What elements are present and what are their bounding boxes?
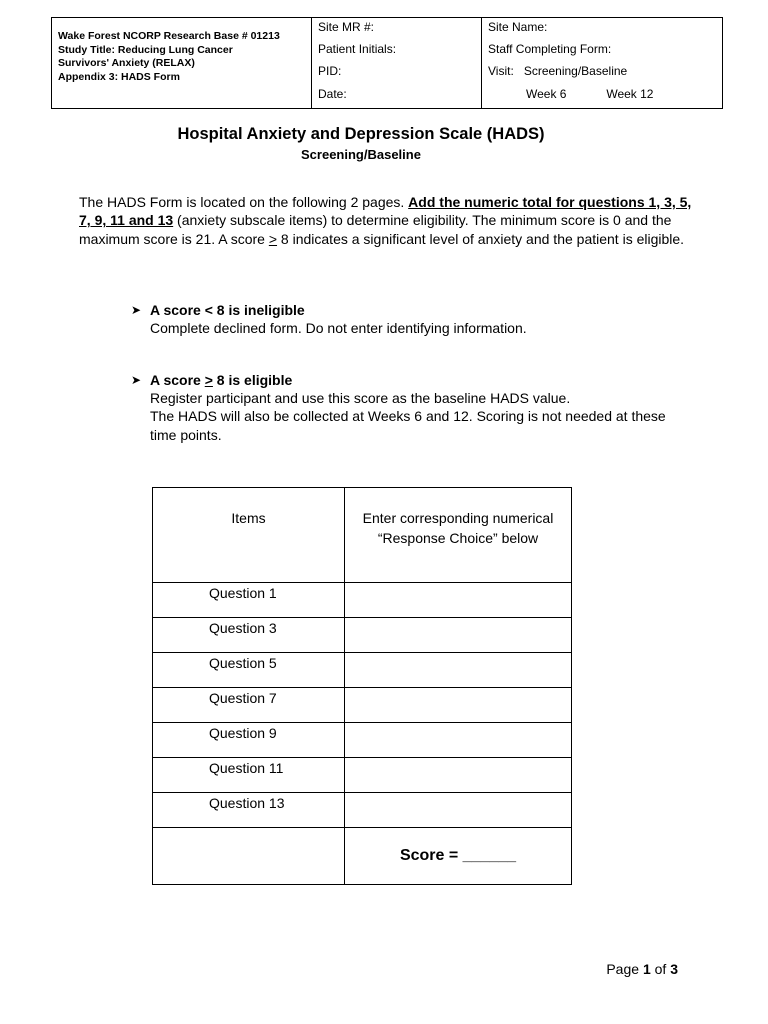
staff-field: Staff Completing Form: xyxy=(488,42,612,57)
appendix-line: Appendix 3: HADS Form xyxy=(58,70,180,83)
response-entry-cell[interactable] xyxy=(345,758,572,793)
visit-week6-option: Week 6 xyxy=(526,86,567,101)
patient-initials-field: Patient Initials: xyxy=(318,42,397,57)
response-entry-cell[interactable] xyxy=(345,653,572,688)
response-entry-cell[interactable] xyxy=(345,688,572,723)
of-word: of xyxy=(650,961,671,977)
page-word: Page xyxy=(606,961,643,977)
site-info-cell xyxy=(482,18,723,109)
site-mr-field: Site MR #: xyxy=(318,20,375,34)
visit-line xyxy=(488,63,722,85)
question-label: Question 9 xyxy=(153,723,345,758)
ineligible-heading: A score < 8 is ineligible xyxy=(150,302,305,318)
arrow-bullet-icon: ➤ xyxy=(131,303,142,317)
study-title-line-2: Survivors' Anxiety (RELAX) xyxy=(58,57,195,69)
page-number xyxy=(606,961,678,977)
form-subtitle: Screening/Baseline xyxy=(301,147,421,162)
visit-weeks-line xyxy=(488,86,722,108)
pid-field: PID: xyxy=(318,64,342,79)
arrow-bullet-icon: ➤ xyxy=(131,373,142,387)
eligible-body xyxy=(150,389,690,444)
intro-text-3: 8 indicates a significant level of anxiety and the patient is eligible. xyxy=(277,230,685,247)
response-entry-cell[interactable] xyxy=(345,723,572,758)
patient-info-cell xyxy=(312,18,482,109)
table-row xyxy=(153,618,572,653)
eligible-heading xyxy=(150,371,292,389)
ge-symbol: > xyxy=(204,372,213,388)
table-row xyxy=(153,723,572,758)
table-row xyxy=(153,583,572,618)
score-field[interactable]: Score = ______ xyxy=(345,828,572,885)
question-label: Question 11 xyxy=(153,758,345,793)
visit-week12-option: Week 12 xyxy=(606,86,654,101)
ge-symbol: > xyxy=(268,230,278,247)
table-row xyxy=(153,793,572,828)
date-field: Date: xyxy=(318,86,347,101)
current-page: 1 xyxy=(642,961,651,977)
response-entry-cell[interactable] xyxy=(345,618,572,653)
question-label: Question 3 xyxy=(153,618,345,653)
question-label: Question 13 xyxy=(153,793,345,828)
study-info-cell xyxy=(52,18,312,109)
intro-text-2: (anxiety subscale items) to determine eligibility. The minimum score is 0 and the maximum score is 21. A score xyxy=(79,212,672,247)
table-row xyxy=(153,758,572,793)
response-entry-cell[interactable] xyxy=(345,583,572,618)
eligible-body-line-1: Register participant and use this score as the baseline HADS value. xyxy=(150,390,571,406)
visit-label: Visit: xyxy=(488,64,514,79)
header-table xyxy=(51,17,723,109)
items-table xyxy=(152,487,572,885)
table-row xyxy=(153,688,572,723)
total-pages: 3 xyxy=(670,961,678,977)
intro-text-1: The HADS Form is located on the following 2 pages. xyxy=(79,194,409,210)
score-row xyxy=(153,828,572,885)
eligible-body-line-2: The HADS will also be collected at Weeks 6 and 12. Scoring is not needed at these time points. xyxy=(150,408,666,443)
response-column-header: Enter corresponding numerical “Response Choice” below xyxy=(345,488,572,583)
question-label: Question 1 xyxy=(153,583,345,618)
question-label: Question 5 xyxy=(153,653,345,688)
ineligible-body: Complete declined form. Do not enter identifying information. xyxy=(150,320,527,336)
research-base-line: Wake Forest NCORP Research Base # 01213 xyxy=(58,30,280,42)
items-column-header: Items xyxy=(153,488,345,583)
score-blank-cell xyxy=(153,828,345,885)
table-row xyxy=(153,653,572,688)
study-title-line-1: Study Title: Reducing Lung Cancer xyxy=(58,43,233,56)
intro-emphasis: Add the numeric total for questions 1, 3, 5, 7, 9, 11 and 13 xyxy=(79,194,692,229)
intro-paragraph xyxy=(79,193,699,248)
eligible-heading-text-b: 8 is eligible xyxy=(212,372,293,388)
form-title: Hospital Anxiety and Depression Scale (HADS) xyxy=(177,125,545,143)
site-name-field: Site Name: xyxy=(488,20,548,34)
visit-baseline-option: Screening/Baseline xyxy=(523,64,628,79)
response-entry-cell[interactable] xyxy=(345,793,572,828)
question-label: Question 7 xyxy=(153,688,345,723)
eligible-heading-text-a: A score xyxy=(150,372,205,388)
